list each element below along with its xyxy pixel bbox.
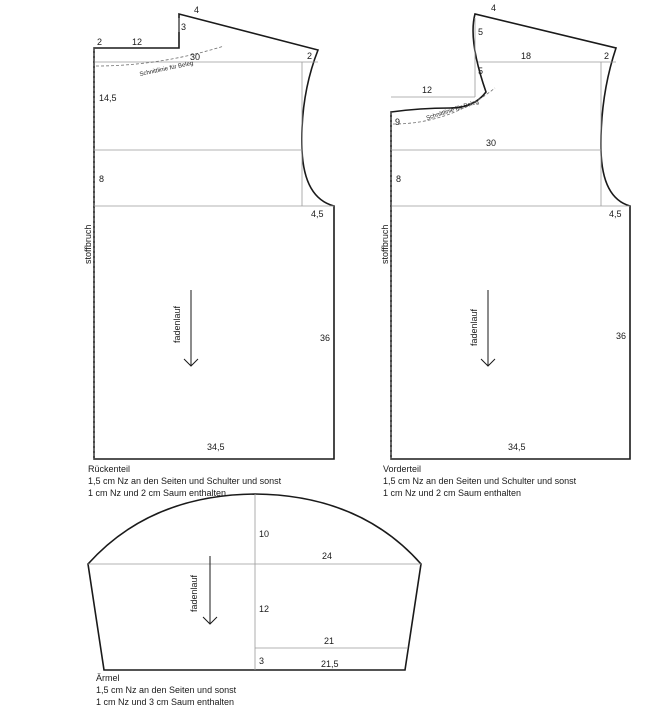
back-mid-height: 8	[99, 174, 105, 184]
back-top-left: 2	[97, 37, 103, 47]
back-upper-height: 14,5	[99, 93, 117, 103]
sleeve-piece	[88, 494, 421, 670]
back-piece	[83, 5, 334, 459]
front-neck-width: 12	[422, 85, 433, 95]
sleeve-hem-height: 3	[259, 656, 265, 666]
sleeve-note-1: 1,5 cm Nz an den Seiten und sonst	[96, 685, 237, 695]
back-note-1: 1,5 cm Nz an den Seiten und Schulter und sonst	[88, 476, 282, 486]
front-facing-line	[393, 88, 495, 124]
back-facing-label: Schnittlinie für Beleg	[139, 60, 194, 78]
sleeve-note-2: 1 cm Nz und 3 cm Saum enthalten	[96, 697, 235, 707]
front-neck-mid: 5	[478, 66, 484, 76]
front-note-2: 1 cm Nz und 2 cm Saum enthalten	[383, 488, 522, 498]
front-note-1: 1,5 cm Nz an den Seiten und Schulter und sonst	[383, 476, 577, 486]
back-title: Rückenteil	[88, 464, 131, 474]
front-grain-arrow	[481, 290, 495, 366]
front-fold-label: stoffbruch	[380, 224, 390, 264]
front-side-height: 36	[616, 331, 627, 341]
back-hem-width: 34,5	[207, 442, 225, 452]
front-shoulder-top: 4	[491, 3, 497, 13]
front-top-width: 18	[521, 51, 532, 61]
back-shoulder-top: 4	[194, 5, 200, 15]
back-neck-width: 12	[132, 37, 143, 47]
back-top-right: 2	[307, 51, 313, 61]
back-side-height: 36	[320, 333, 331, 343]
sleeve-grain-label: fadenlauf	[189, 574, 199, 612]
back-fold-label: stoffbruch	[83, 224, 93, 264]
front-grain-label: fadenlauf	[469, 308, 479, 346]
sleeve-caption	[96, 672, 236, 708]
sleeve-cap-height: 10	[259, 529, 270, 539]
back-chest-width: 30	[190, 52, 201, 62]
sleeve-hem-width: 21,5	[321, 659, 339, 669]
front-outline	[391, 14, 630, 459]
front-hem-width: 34,5	[508, 442, 526, 452]
back-note-2: 1 cm Nz und 2 cm Saum enthalten	[88, 488, 227, 498]
back-facing-line	[96, 46, 224, 66]
front-title: Vorderteil	[383, 464, 422, 474]
front-chest-width: 30	[486, 138, 497, 148]
sleeve-grain-arrow	[203, 556, 217, 624]
back-grain-arrow	[184, 290, 198, 366]
back-caption	[88, 463, 281, 499]
back-side-drop: 4,5	[311, 209, 324, 219]
sleeve-outline	[88, 494, 421, 670]
front-caption	[383, 463, 576, 499]
front-facing-label: Schnittlinie für Beleg	[425, 99, 480, 122]
sleeve-title: Ärmel	[96, 673, 120, 683]
sleeve-upper-width: 24	[322, 551, 333, 561]
front-neck-top: 5	[478, 27, 484, 37]
back-neck-height: 3	[181, 22, 187, 32]
back-grain-label: fadenlauf	[172, 305, 182, 343]
front-piece	[380, 3, 630, 459]
front-mid-height: 8	[396, 174, 402, 184]
sleeve-lower-width: 21	[324, 636, 335, 646]
front-top-right: 2	[604, 51, 610, 61]
back-outline	[94, 14, 334, 459]
sleeve-lower-height: 12	[259, 604, 270, 614]
front-side-drop: 4,5	[609, 209, 622, 219]
front-center-height: 9	[395, 117, 401, 127]
